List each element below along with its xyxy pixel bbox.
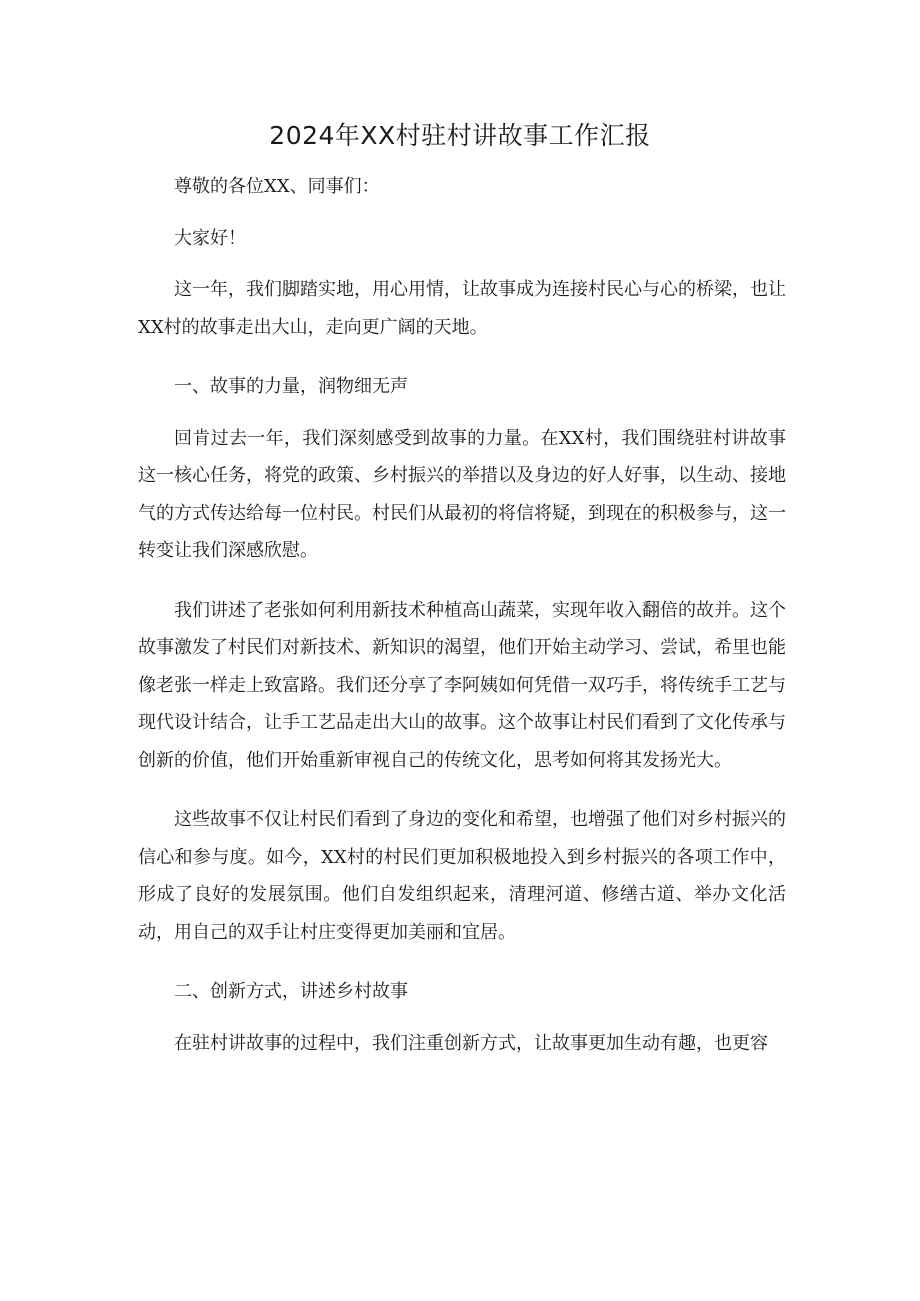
paragraph-greeting: 大家好！ <box>174 227 246 249</box>
section-heading-1: 一、故事的力量，润物细无声 <box>174 376 408 397</box>
paragraph-innovation: 在驻村讲故事的过程中，我们注重创新方式，让故事更加生动有趣，也更容 <box>174 1032 768 1054</box>
paragraph-stories: 我们讲述了老张如何利用新技术种植高山蔬菜，实现年收入翻倍的故并。这个故事激发了村民们对新技术、新知识的渴望，他们开始主动学习、尝试，希里也能像老张一样走上致富路。我们还分享了李阿姨如何凭借一双巧手，将传统手工艺与现代设计结合，让手工艺品走出大山的故事。这个故事让村民们看到了文化传承与创新的价值，他们开始重新审视自己的传统文化，思考如何将其发扬光大。 <box>138 599 786 771</box>
paragraph-impact: 这些故事不仅让村民们看到了身边的变化和希望，也增强了他们对乡村振兴的信心和参与度。如今，XX村的村民们更加积极地投入到乡村振兴的各项工作中，形成了良好的发展氛围。他们自发组织起来，清理河道、修缮古道、举办文化活动，用自己的双手让村庄变得更加美丽和宜居。 <box>138 809 786 943</box>
document-title: 2024年XX村驻村讲故事工作汇报 <box>269 121 651 150</box>
document-body <box>138 168 786 1084</box>
paragraph-review: 回肯过去一年，我们深刻感受到故事的力量。在XX村，我们围绕驻村讲故事这一核心任务，将党的政策、乡村振兴的举措以及身边的好人好事，以生动、接地气的方式传达给每一位村民。村民们从最初的将信将疑，到现在的积极参与，这一转变让我们深感欣慰。 <box>138 427 786 561</box>
section-heading-2: 二、创新方式，讲述乡村故事 <box>174 981 408 1002</box>
paragraph-salutation: 尊敬的各位XX、同事们： <box>174 176 380 197</box>
paragraph-intro: 这一年，我们脚踏实地，用心用情，让故事成为连接村民心与心的桥梁，也让XX村的故事走出大山，走向更广阔的天地。 <box>138 279 786 338</box>
